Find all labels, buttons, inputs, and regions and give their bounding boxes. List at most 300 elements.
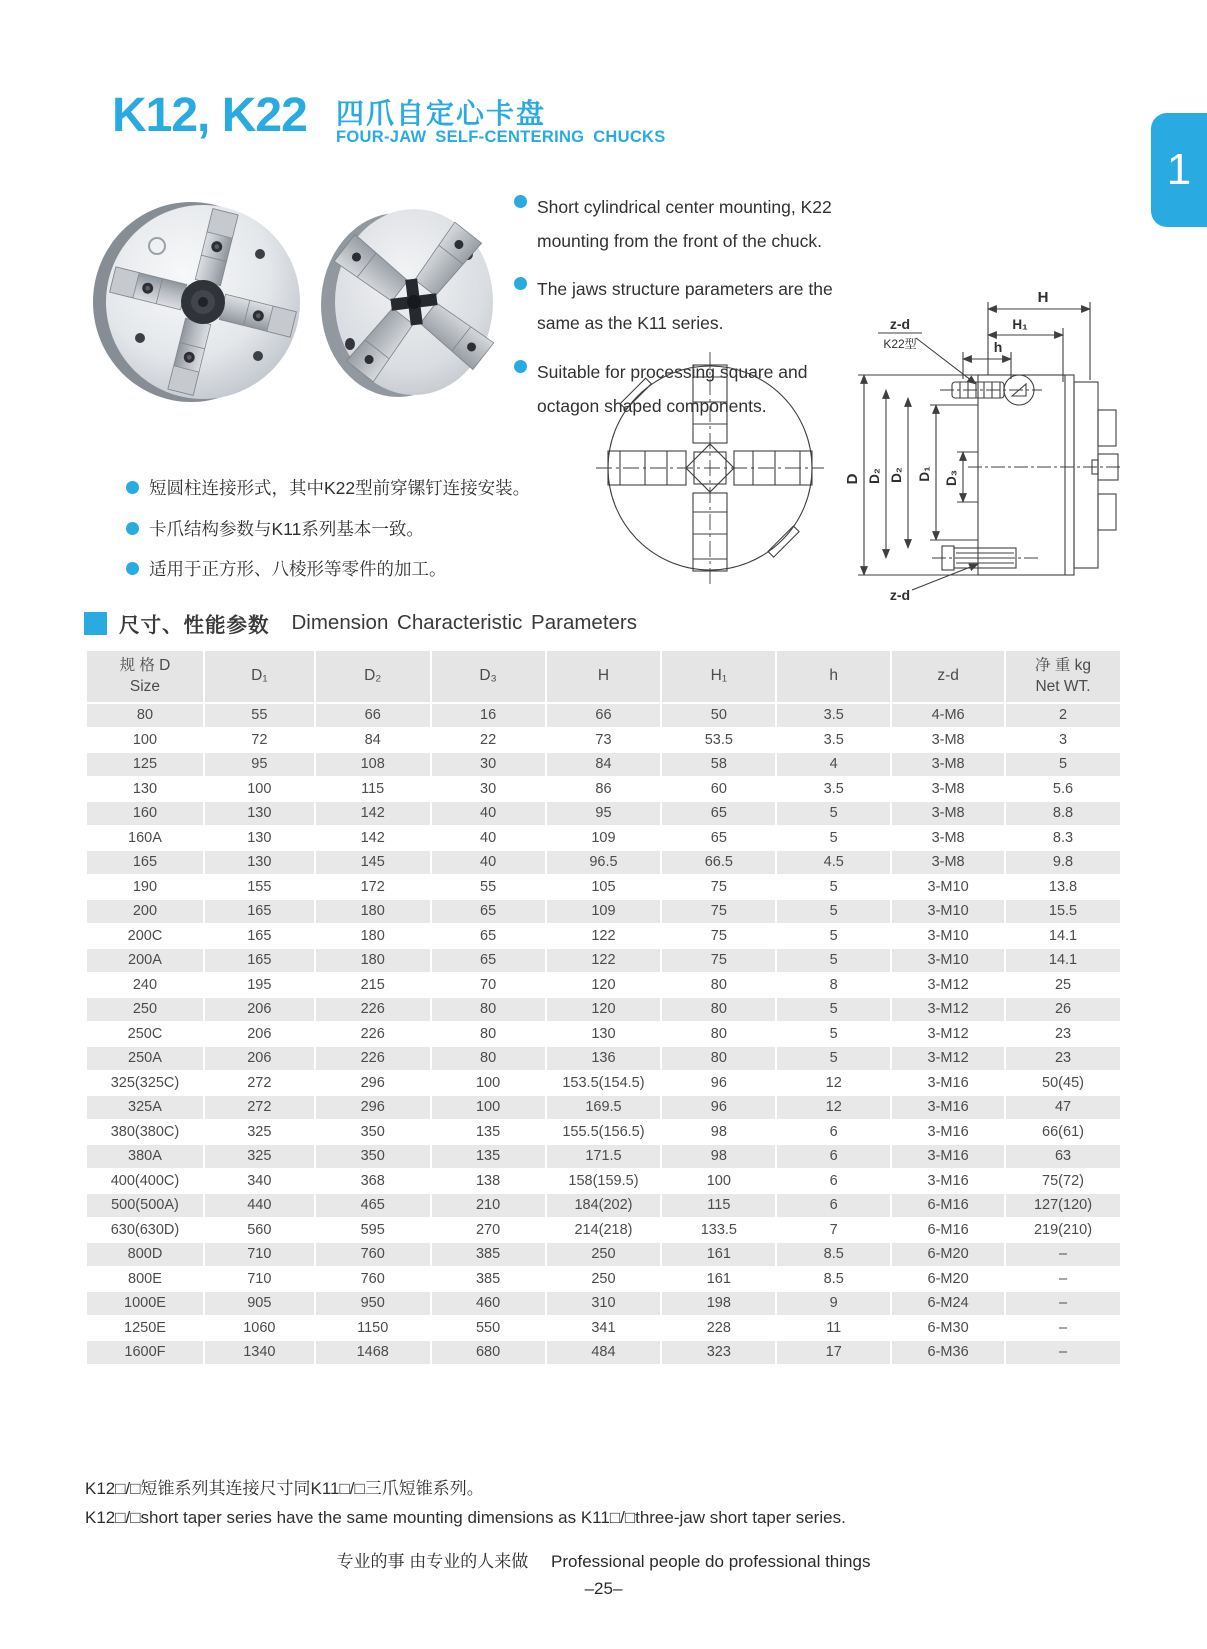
- note-zh: K12□/□短锥系列其连接尺寸同K11□/□三爪短锥系列。: [85, 1479, 484, 1498]
- table-cell: 9: [777, 1292, 890, 1315]
- table-cell: 172: [316, 876, 430, 899]
- chapter-number: 1: [1166, 145, 1192, 194]
- table-cell: 80: [662, 1047, 775, 1070]
- table-cell: 380A: [87, 1145, 203, 1168]
- col-header-size: [87, 651, 203, 702]
- table-cell: 1060: [205, 1317, 314, 1340]
- bullet-icon: [514, 360, 527, 373]
- table-cell: –: [1006, 1317, 1120, 1340]
- table-cell: 130: [205, 851, 314, 874]
- table-cell: 905: [205, 1292, 314, 1315]
- table-cell: 100: [662, 1170, 775, 1193]
- section-title-zh: 尺寸、性能参数: [119, 614, 270, 637]
- table-cell: 6: [777, 1170, 890, 1193]
- table-cell: 6-M20: [892, 1268, 1004, 1291]
- feature-text: Suitable for processing square and octagon shaped components.: [537, 361, 808, 416]
- table-row: [87, 729, 1120, 752]
- table-cell: 1600F: [87, 1341, 203, 1364]
- table-cell: 5: [777, 949, 890, 972]
- table-cell: 66(61): [1006, 1121, 1120, 1144]
- table-cell: 66: [316, 704, 430, 727]
- table-row: [87, 1219, 1120, 1242]
- table-cell: 80: [662, 974, 775, 997]
- table-cell: 195: [205, 974, 314, 997]
- table-cell: 3.5: [777, 704, 890, 727]
- table-cell: –: [1006, 1268, 1120, 1291]
- table-row: [87, 1145, 1120, 1168]
- table-header-row: [87, 651, 1120, 702]
- table-cell: 100: [432, 1096, 545, 1119]
- chuck-photo-angled: [318, 202, 498, 402]
- table-cell: –: [1006, 1292, 1120, 1315]
- table-cell: 500(500A): [87, 1194, 203, 1217]
- table-cell: 3.5: [777, 729, 890, 752]
- table-cell: 206: [205, 1047, 314, 1070]
- table-cell: 100: [432, 1072, 545, 1095]
- chapter-tab: [1151, 113, 1207, 227]
- table-cell: 4.5: [777, 851, 890, 874]
- table-cell: 158(159.5): [547, 1170, 661, 1193]
- table-cell: 155: [205, 876, 314, 899]
- table-cell: 122: [547, 925, 661, 948]
- table-cell: 323: [662, 1341, 775, 1364]
- table-cell: 550: [432, 1317, 545, 1340]
- table-row: [87, 1072, 1120, 1095]
- table-cell: 165: [87, 851, 203, 874]
- table-row: [87, 778, 1120, 801]
- table-cell: 95: [205, 753, 314, 776]
- feature-item: [126, 476, 546, 501]
- table-cell: 40: [432, 827, 545, 850]
- table-cell: 142: [316, 802, 430, 825]
- table-cell: 206: [205, 998, 314, 1021]
- table-cell: 3-M10: [892, 876, 1004, 899]
- table-cell: 53.5: [662, 729, 775, 752]
- dim-label-H: H: [1037, 289, 1049, 306]
- table-cell: 23: [1006, 1023, 1120, 1046]
- feature-text: 适用于正方形、八棱形等零件的加工。: [149, 559, 447, 579]
- table-cell: 65: [662, 827, 775, 850]
- table-cell: 240: [87, 974, 203, 997]
- col-header-d1: D₁: [205, 651, 314, 702]
- feature-item: [514, 272, 850, 340]
- table-cell: 198: [662, 1292, 775, 1315]
- bullet-icon: [126, 562, 139, 575]
- table-cell: 296: [316, 1096, 430, 1119]
- table-cell: 127(120): [1006, 1194, 1120, 1217]
- table-row: [87, 1121, 1120, 1144]
- table-cell: 66: [547, 704, 661, 727]
- table-cell: 160A: [87, 827, 203, 850]
- table-cell: 950: [316, 1292, 430, 1315]
- footer-slogan-zh: 专业的事 由专业的人来做: [336, 1552, 529, 1571]
- table-cell: 250A: [87, 1047, 203, 1070]
- table-cell: 84: [547, 753, 661, 776]
- table-cell: 109: [547, 900, 661, 923]
- table-cell: 6: [777, 1121, 890, 1144]
- table-cell: 13.8: [1006, 876, 1120, 899]
- table-cell: 130: [205, 802, 314, 825]
- feature-item: [126, 557, 546, 582]
- table-cell: 17: [777, 1341, 890, 1364]
- table-cell: 3.5: [777, 778, 890, 801]
- table-cell: 710: [205, 1268, 314, 1291]
- table-cell: –: [1006, 1243, 1120, 1266]
- table-row: [87, 1170, 1120, 1193]
- feature-text: Short cylindrical center mounting, K22 mounting from the front of the chuck.: [537, 197, 832, 252]
- table-cell: 63: [1006, 1145, 1120, 1168]
- chuck-photo-front: [90, 198, 312, 406]
- table-cell: 5: [777, 900, 890, 923]
- table-row: [87, 974, 1120, 997]
- page-number: –25–: [584, 1579, 623, 1598]
- table-cell: 145: [316, 851, 430, 874]
- table-cell: 560: [205, 1219, 314, 1242]
- table-cell: 130: [205, 827, 314, 850]
- table-cell: 3-M16: [892, 1145, 1004, 1168]
- table-cell: 6-M20: [892, 1243, 1004, 1266]
- table-cell: 1150: [316, 1317, 430, 1340]
- table-cell: 3-M8: [892, 729, 1004, 752]
- table-cell: 96: [662, 1072, 775, 1095]
- dim-label-D3: D₃: [944, 470, 959, 486]
- table-cell: 210: [432, 1194, 545, 1217]
- table-cell: 6: [777, 1194, 890, 1217]
- dim-label-h: h: [993, 339, 1003, 355]
- table-cell: 6-M36: [892, 1341, 1004, 1364]
- dim-label-zd-bottom: z-d: [889, 587, 911, 603]
- table-cell: 190: [87, 876, 203, 899]
- table-cell: 96: [662, 1096, 775, 1119]
- table-cell: 160: [87, 802, 203, 825]
- table-cell: 250: [547, 1243, 661, 1266]
- col-header-H: H: [547, 651, 661, 702]
- table-cell: 22: [432, 729, 545, 752]
- table-cell: 5: [777, 1047, 890, 1070]
- table-cell: 341: [547, 1317, 661, 1340]
- table-cell: 385: [432, 1268, 545, 1291]
- table-cell: 6: [777, 1145, 890, 1168]
- table-cell: 8.5: [777, 1268, 890, 1291]
- table-cell: 368: [316, 1170, 430, 1193]
- table-cell: 30: [432, 778, 545, 801]
- table-cell: 184(202): [547, 1194, 661, 1217]
- col-header-size-en: Size: [129, 677, 161, 695]
- table-cell: 9.8: [1006, 851, 1120, 874]
- table-cell: 3-M8: [892, 851, 1004, 874]
- table-body: [87, 704, 1120, 1364]
- table-cell: 3-M8: [892, 827, 1004, 850]
- col-header-weight: [1006, 651, 1120, 702]
- table-row: [87, 827, 1120, 850]
- table-cell: 325A: [87, 1096, 203, 1119]
- table-cell: 65: [432, 925, 545, 948]
- table-cell: 1468: [316, 1341, 430, 1364]
- col-header-h: h: [777, 651, 890, 702]
- dimension-table-wrap: [85, 649, 1122, 1366]
- table-cell: 40: [432, 802, 545, 825]
- table-cell: 385: [432, 1243, 545, 1266]
- table-cell: 710: [205, 1243, 314, 1266]
- table-cell: 80: [432, 1047, 545, 1070]
- table-cell: 165: [205, 949, 314, 972]
- table-cell: 165: [205, 925, 314, 948]
- table-cell: 3-M16: [892, 1096, 1004, 1119]
- table-cell: 120: [547, 998, 661, 1021]
- table-cell: 3-M10: [892, 949, 1004, 972]
- table-cell: 165: [205, 900, 314, 923]
- table-cell: 75: [662, 949, 775, 972]
- table-cell: 142: [316, 827, 430, 850]
- table-cell: 325(325C): [87, 1072, 203, 1095]
- table-cell: 5: [777, 802, 890, 825]
- table-cell: 23: [1006, 1047, 1120, 1070]
- table-cell: 6-M30: [892, 1317, 1004, 1340]
- table-cell: 5: [777, 827, 890, 850]
- table-cell: 6-M16: [892, 1194, 1004, 1217]
- note-en: K12□/□short taper series have the same mounting dimensions as K11□/□three-jaw short taper series.: [85, 1508, 846, 1527]
- table-cell: 272: [205, 1072, 314, 1095]
- table-cell: 325: [205, 1145, 314, 1168]
- table-row: [87, 1047, 1120, 1070]
- table-cell: 84: [316, 729, 430, 752]
- page-title-zh: 四爪自定心卡盘: [336, 98, 547, 129]
- table-cell: 15.5: [1006, 900, 1120, 923]
- table-cell: 105: [547, 876, 661, 899]
- table-cell: 214(218): [547, 1219, 661, 1242]
- table-row: [87, 925, 1120, 948]
- footer-slogan: [0, 1547, 1207, 1572]
- table-cell: 115: [662, 1194, 775, 1217]
- col-header-weight-en: Net WT.: [1035, 677, 1091, 695]
- table-cell: 250: [87, 998, 203, 1021]
- table-cell: 12: [777, 1096, 890, 1119]
- table-cell: 440: [205, 1194, 314, 1217]
- table-cell: 200: [87, 900, 203, 923]
- table-cell: 484: [547, 1341, 661, 1364]
- feature-text: 卡爪结构参数与K11系列基本一致。: [149, 518, 424, 539]
- table-cell: 75: [662, 925, 775, 948]
- table-cell: 380(380C): [87, 1121, 203, 1144]
- table-cell: 171.5: [547, 1145, 661, 1168]
- table-cell: 115: [316, 778, 430, 801]
- table-cell: 120: [547, 974, 661, 997]
- table-cell: 215: [316, 974, 430, 997]
- front-view-drawing: [596, 352, 824, 584]
- table-cell: 130: [87, 778, 203, 801]
- table-cell: 75: [662, 876, 775, 899]
- table-cell: 3-M16: [892, 1121, 1004, 1144]
- section-view-drawing: [828, 272, 1120, 607]
- feature-item: [514, 190, 850, 258]
- table-cell: 226: [316, 998, 430, 1021]
- table-cell: –: [1006, 1341, 1120, 1364]
- table-cell: 155.5(156.5): [547, 1121, 661, 1144]
- table-cell: 40: [432, 851, 545, 874]
- dim-label-D2a: D₂: [867, 468, 882, 484]
- table-row: [87, 1023, 1120, 1046]
- table-cell: 73: [547, 729, 661, 752]
- table-cell: 5: [777, 876, 890, 899]
- table-cell: 75: [662, 900, 775, 923]
- table-cell: 109: [547, 827, 661, 850]
- table-cell: 1340: [205, 1341, 314, 1364]
- table-cell: 180: [316, 925, 430, 948]
- table-cell: 11: [777, 1317, 890, 1340]
- table-cell: 70: [432, 974, 545, 997]
- table-cell: 14.1: [1006, 925, 1120, 948]
- table-row: [87, 1317, 1120, 1340]
- table-cell: 310: [547, 1292, 661, 1315]
- table-cell: 72: [205, 729, 314, 752]
- table-cell: 5: [777, 1023, 890, 1046]
- table-cell: 135: [432, 1145, 545, 1168]
- col-header-d2: D₂: [316, 651, 430, 702]
- table-cell: 595: [316, 1219, 430, 1242]
- page-title-model: K12, K22: [112, 89, 307, 142]
- table-cell: 400(400C): [87, 1170, 203, 1193]
- table-cell: 55: [432, 876, 545, 899]
- table-row: [87, 876, 1120, 899]
- bullet-icon: [126, 481, 139, 494]
- table-cell: 200C: [87, 925, 203, 948]
- table-cell: 161: [662, 1243, 775, 1266]
- dimension-table: [85, 649, 1122, 1366]
- dim-label-D: D: [844, 473, 861, 485]
- table-cell: 1000E: [87, 1292, 203, 1315]
- table-cell: 96.5: [547, 851, 661, 874]
- section-heading: [84, 608, 637, 638]
- dim-label-D1: D₁: [917, 466, 932, 482]
- table-cell: 206: [205, 1023, 314, 1046]
- table-cell: 66.5: [662, 851, 775, 874]
- table-cell: 8.3: [1006, 827, 1120, 850]
- table-cell: 135: [432, 1121, 545, 1144]
- table-row: [87, 949, 1120, 972]
- table-cell: 3-M8: [892, 753, 1004, 776]
- table-cell: 55: [205, 704, 314, 727]
- table-cell: 800E: [87, 1268, 203, 1291]
- table-cell: 80: [432, 1023, 545, 1046]
- table-cell: 5: [777, 998, 890, 1021]
- table-cell: 630(630D): [87, 1219, 203, 1242]
- table-cell: 122: [547, 949, 661, 972]
- table-cell: 200A: [87, 949, 203, 972]
- table-cell: 1250E: [87, 1317, 203, 1340]
- table-cell: 25: [1006, 974, 1120, 997]
- feature-text: 短圆柱连接形式，其中K22型前穿镙钉连接安装。: [149, 478, 531, 498]
- table-cell: 5: [1006, 753, 1120, 776]
- table-cell: 296: [316, 1072, 430, 1095]
- table-cell: 3-M10: [892, 900, 1004, 923]
- table-row: [87, 851, 1120, 874]
- table-cell: 8: [777, 974, 890, 997]
- table-cell: 6-M16: [892, 1219, 1004, 1242]
- table-cell: 3-M12: [892, 974, 1004, 997]
- table-cell: 270: [432, 1219, 545, 1242]
- table-cell: 169.5: [547, 1096, 661, 1119]
- table-cell: 80: [662, 998, 775, 1021]
- table-cell: 50(45): [1006, 1072, 1120, 1095]
- table-cell: 100: [87, 729, 203, 752]
- table-row: [87, 1268, 1120, 1291]
- table-cell: 180: [316, 949, 430, 972]
- table-cell: 136: [547, 1047, 661, 1070]
- table-cell: 350: [316, 1121, 430, 1144]
- col-header-d3: D₃: [432, 651, 545, 702]
- table-cell: 760: [316, 1243, 430, 1266]
- table-cell: 219(210): [1006, 1219, 1120, 1242]
- dim-label-H1: H₁: [1012, 317, 1028, 332]
- bullet-icon: [514, 277, 527, 290]
- dim-label-zd-top: z-d: [889, 316, 911, 332]
- table-cell: 100: [205, 778, 314, 801]
- col-header-size-zh: 规 格 D: [119, 657, 171, 675]
- table-cell: 12: [777, 1072, 890, 1095]
- table-cell: 250: [547, 1268, 661, 1291]
- table-cell: 226: [316, 1023, 430, 1046]
- table-cell: 460: [432, 1292, 545, 1315]
- table-cell: 50: [662, 704, 775, 727]
- table-row: [87, 998, 1120, 1021]
- section-title-en: Dimension Characteristic Parameters: [291, 611, 638, 634]
- table-cell: 228: [662, 1317, 775, 1340]
- table-cell: 30: [432, 753, 545, 776]
- table-cell: 350: [316, 1145, 430, 1168]
- table-cell: 3-M10: [892, 925, 1004, 948]
- table-cell: 80: [662, 1023, 775, 1046]
- table-cell: 75(72): [1006, 1170, 1120, 1193]
- table-cell: 80: [87, 704, 203, 727]
- feature-text: The jaws structure parameters are the same as the K11 series.: [537, 279, 833, 334]
- table-cell: 680: [432, 1341, 545, 1364]
- table-cell: 80: [432, 998, 545, 1021]
- table-cell: 3-M12: [892, 998, 1004, 1021]
- col-header-zd: z-d: [892, 651, 1004, 702]
- table-cell: 98: [662, 1121, 775, 1144]
- table-cell: 47: [1006, 1096, 1120, 1119]
- table-cell: 2: [1006, 704, 1120, 727]
- table-row: [87, 704, 1120, 727]
- table-cell: 226: [316, 1047, 430, 1070]
- table-row: [87, 802, 1120, 825]
- table-cell: 98: [662, 1145, 775, 1168]
- table-cell: 180: [316, 900, 430, 923]
- table-row: [87, 1243, 1120, 1266]
- table-row: [87, 1341, 1120, 1364]
- footer-slogan-en: Professional people do professional things: [551, 1552, 871, 1571]
- table-cell: 6-M24: [892, 1292, 1004, 1315]
- table-cell: 133.5: [662, 1219, 775, 1242]
- table-row: [87, 753, 1120, 776]
- table-cell: 5: [777, 925, 890, 948]
- table-cell: 125: [87, 753, 203, 776]
- table-cell: 3-M12: [892, 1023, 1004, 1046]
- table-cell: 153.5(154.5): [547, 1072, 661, 1095]
- table-cell: 800D: [87, 1243, 203, 1266]
- table-cell: 58: [662, 753, 775, 776]
- section-square-icon: [84, 612, 107, 635]
- table-cell: 3-M8: [892, 802, 1004, 825]
- table-cell: 16: [432, 704, 545, 727]
- table-cell: 65: [432, 900, 545, 923]
- bullet-icon: [514, 195, 527, 208]
- table-row: [87, 900, 1120, 923]
- table-cell: 3-M16: [892, 1072, 1004, 1095]
- table-cell: 138: [432, 1170, 545, 1193]
- table-cell: 760: [316, 1268, 430, 1291]
- table-cell: 340: [205, 1170, 314, 1193]
